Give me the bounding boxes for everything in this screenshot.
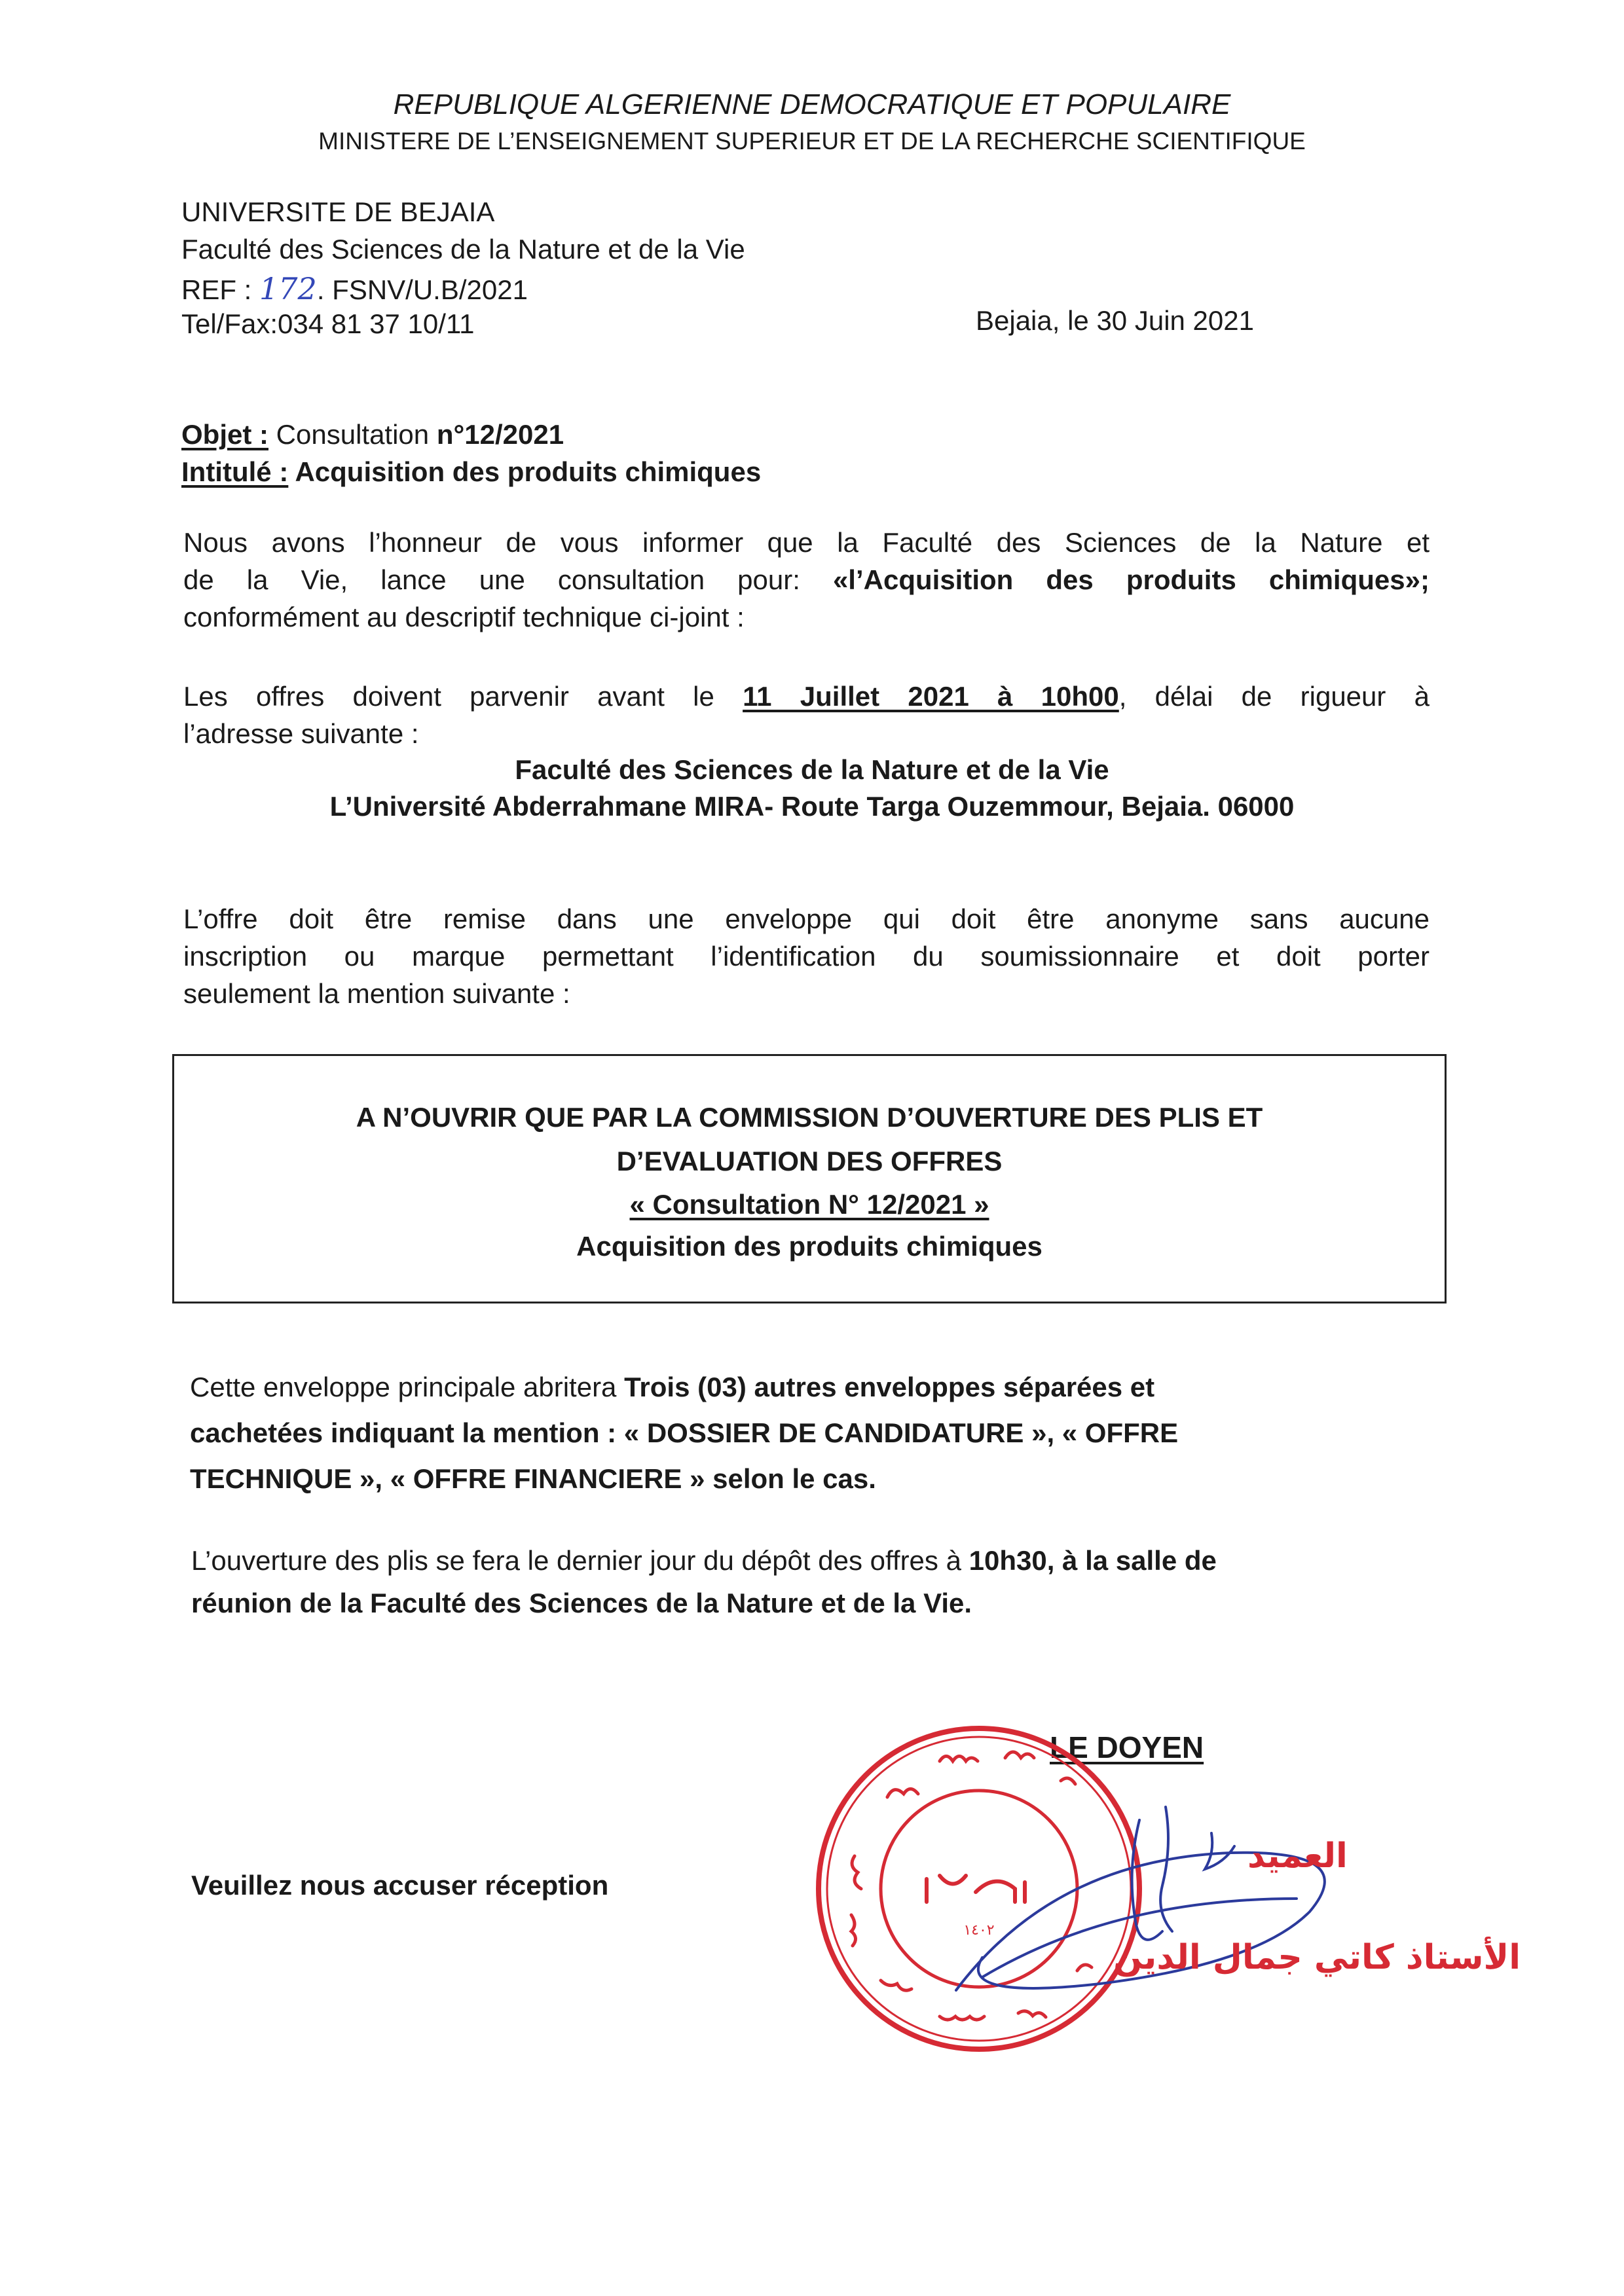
objet-number: n°12/2021 (436, 419, 564, 450)
objet-label: Objet : (181, 419, 268, 450)
para4-line1 (190, 1372, 1154, 1403)
para5-line1 (191, 1545, 1217, 1576)
para4-line3: TECHNIQUE », « OFFRE FINANCIERE » selon le cas. (190, 1463, 876, 1494)
intitule-label: Intitulé : (181, 456, 289, 487)
para3-line3: seulement la mention suivante : (183, 978, 570, 1009)
para5-line1-text: L’ouverture des plis se fera le dernier jour du dépôt des offres à (191, 1545, 969, 1576)
ministry-heading: MINISTERE DE L’ENSEIGNEMENT SUPERIEUR ET DE LA RECHERCHE SCIENTIFIQUE (318, 128, 1306, 155)
para1-line3: conformément au descriptif technique ci-joint : (183, 602, 745, 632)
para5-line2: réunion de la Faculté des Sciences de la Nature et de la Vie. (191, 1588, 972, 1618)
para4-line2: cachetées indiquant la mention : « DOSSIER DE CANDIDATURE », « OFFRE (190, 1417, 1179, 1448)
para2-line1-a: Les offres doivent parvenir avant le (183, 681, 743, 712)
arabic-dean-name: الأستاذ كاتي جمال الدين (1113, 1938, 1521, 1977)
para4-line1-bold: Trois (03) autres enveloppes séparées et (624, 1372, 1155, 1402)
para5-line1-bold: 10h30, à la salle de (969, 1545, 1217, 1576)
para3-line1: L’offre doit être remise dans une enveloppe qui doit être anonyme sans aucune (183, 903, 1430, 934)
mention-box (172, 1054, 1447, 1303)
dean-title: LE DOYEN (1050, 1730, 1204, 1764)
ref-prefix: REF : (181, 274, 252, 305)
date-line: Bejaia, le 30 Juin 2021 (976, 305, 1254, 336)
closing-line: Veuillez nous accuser réception (191, 1870, 609, 1901)
ref-suffix: . FSNV/U.B/2021 (316, 274, 528, 305)
ref-handwritten-number: 172 (259, 271, 317, 306)
para1-line2-bold: «l’Acquisition des produits chimiques»; (832, 564, 1430, 595)
para4-line1-text: Cette enveloppe principale abritera (190, 1372, 625, 1402)
signature-scribble-icon (904, 1781, 1428, 2043)
para3-line2: inscription ou marque permettant l’identification du soumissionnaire et doit porter (183, 941, 1430, 972)
intitule-line (181, 456, 761, 488)
address-line2: L’Université Abderrahmane MIRA- Route Targa Ouzemmour, Bejaia. 06000 (329, 791, 1295, 822)
para1-line1: Nous avons l’honneur de vous informer que la Faculté des Sciences de la Nature et (183, 527, 1430, 558)
deadline: 11 Juillet 2021 à 10h00 (743, 681, 1119, 712)
reference-line (181, 271, 528, 306)
tel-fax: Tel/Fax:034 81 37 10/11 (181, 308, 475, 339)
republic-heading: REPUBLIQUE ALGERIENNE DEMOCRATIQUE ET POPULAIRE (393, 88, 1231, 120)
university-name: UNIVERSITE DE BEJAIA (181, 196, 495, 227)
intitule-value: Acquisition des produits chimiques (295, 456, 762, 487)
objet-line (181, 419, 564, 450)
para1-line2 (183, 564, 1430, 596)
objet-value: Consultation (276, 419, 437, 450)
para2-line1 (183, 681, 1430, 712)
mention-line1: A N’OUVRIR QUE PAR LA COMMISSION D’OUVERTURE DES PLIS ET (356, 1102, 1263, 1133)
arabic-dean-title: العميد (1247, 1836, 1348, 1876)
para2-line1-b: , délai de rigueur à (1118, 681, 1430, 712)
para2-line2: l’adresse suivante : (183, 718, 419, 749)
mention-line3: « Consultation N° 12/2021 » (629, 1189, 989, 1220)
faculty-name: Faculté des Sciences de la Nature et de la Vie (181, 234, 745, 264)
mention-line2: D’EVALUATION DES OFFRES (616, 1146, 1003, 1176)
para1-line2-text: de la Vie, lance une consultation pour: (183, 564, 833, 595)
stamp-center-text: ١٤٠٢ (963, 1922, 995, 1939)
address-line1: Faculté des Sciences de la Nature et de la Vie (515, 754, 1109, 785)
mention-line4: Acquisition des produits chimiques (576, 1231, 1043, 1262)
